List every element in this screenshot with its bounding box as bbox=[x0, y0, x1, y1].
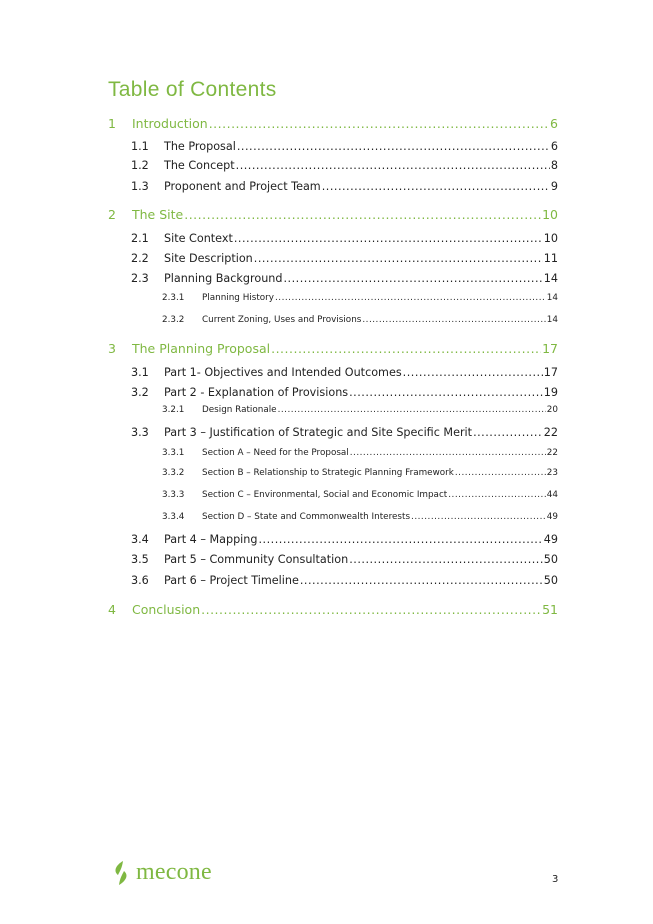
toc-leader-dots bbox=[322, 180, 550, 193]
toc-entry-page: 20 bbox=[546, 405, 558, 415]
toc-leader-dots bbox=[258, 533, 542, 546]
toc-entry-label: Section C – Environmental, Social and Economic Impact bbox=[202, 490, 448, 500]
toc-entry-level3[interactable] bbox=[162, 512, 558, 522]
toc-leader-dots bbox=[455, 468, 546, 478]
toc-leader-dots bbox=[234, 232, 543, 245]
toc-leader-dots bbox=[184, 207, 541, 222]
toc-leader-dots bbox=[349, 553, 543, 566]
toc-entry-label: The Planning Proposal bbox=[132, 341, 271, 356]
toc-entry-page: 14 bbox=[543, 272, 558, 285]
toc-entry-level3[interactable] bbox=[162, 468, 558, 478]
toc-entry-level1[interactable] bbox=[108, 341, 558, 356]
toc-entry-label: Planning History bbox=[202, 293, 274, 303]
toc-entry-page: 50 bbox=[543, 553, 558, 566]
toc-entry-label: Conclusion bbox=[132, 602, 201, 617]
toc-entry-number: 3.3.3 bbox=[162, 490, 185, 500]
toc-entry-number: 3.3.1 bbox=[162, 448, 185, 458]
toc-leader-dots bbox=[254, 252, 543, 265]
toc-leader-dots bbox=[209, 116, 549, 131]
toc-entry-level2[interactable] bbox=[131, 533, 558, 546]
toc-entry-number: 3.3.4 bbox=[162, 512, 185, 522]
logo-wordmark: mecone bbox=[136, 859, 212, 885]
toc-leader-dots bbox=[237, 140, 550, 153]
toc-entry-level2[interactable] bbox=[131, 159, 558, 172]
toc-leader-dots bbox=[278, 405, 546, 415]
toc-entry-number: 2 bbox=[108, 207, 116, 222]
toc-entry-page: 8 bbox=[550, 159, 558, 172]
toc-entry-number: 2.3 bbox=[131, 272, 149, 285]
toc-entry-page: 17 bbox=[543, 366, 558, 379]
toc-leader-dots bbox=[284, 272, 543, 285]
toc-entry-label: Site Description bbox=[164, 252, 253, 265]
toc-entry-level2[interactable] bbox=[131, 366, 558, 379]
toc-entry-level2[interactable] bbox=[131, 426, 558, 439]
toc-entry-level3[interactable] bbox=[162, 490, 558, 500]
toc-entry-page: 10 bbox=[542, 207, 558, 222]
toc-entry-level2[interactable] bbox=[131, 232, 558, 245]
toc-entry-label: Part 4 – Mapping bbox=[164, 533, 258, 546]
toc-entry-level1[interactable] bbox=[108, 602, 558, 617]
toc-entry-number: 1.1 bbox=[131, 140, 149, 153]
toc-entry-label: Section B – Relationship to Strategic Planning Framework bbox=[202, 468, 454, 478]
toc-entry-label: Part 5 – Community Consultation bbox=[164, 553, 349, 566]
toc-entry-level3[interactable] bbox=[162, 315, 558, 325]
toc-entry-page: 49 bbox=[543, 533, 558, 546]
toc-entry-page: 51 bbox=[542, 602, 558, 617]
toc-entry-label: Section A – Need for the Proposal bbox=[202, 448, 349, 458]
toc-leader-dots bbox=[473, 426, 543, 439]
toc-entry-page: 9 bbox=[550, 180, 558, 193]
toc-entry-page: 44 bbox=[546, 490, 558, 500]
toc-leader-dots bbox=[236, 159, 550, 172]
toc-entry-number: 3.1 bbox=[131, 366, 149, 379]
toc-entry-level3[interactable] bbox=[162, 405, 558, 415]
toc-entry-page: 10 bbox=[543, 232, 558, 245]
toc-entry-number: 4 bbox=[108, 602, 116, 617]
toc-leader-dots bbox=[275, 293, 546, 303]
toc-entry-label: Design Rationale bbox=[202, 405, 277, 415]
toc-entry-label: Part 6 – Project Timeline bbox=[164, 574, 299, 587]
toc-entry-level2[interactable] bbox=[131, 180, 558, 193]
toc-entry-page: 49 bbox=[546, 512, 558, 522]
toc-entry-label: The Proposal bbox=[164, 140, 236, 153]
toc-entry-level1[interactable] bbox=[108, 116, 558, 131]
toc-title: Table of Contents bbox=[108, 78, 277, 101]
toc-entry-number: 3.3.2 bbox=[162, 468, 185, 478]
toc-leader-dots bbox=[403, 366, 543, 379]
toc-entry-page: 50 bbox=[543, 574, 558, 587]
page-number: 3 bbox=[552, 874, 559, 885]
toc-leader-dots bbox=[350, 448, 546, 458]
toc-leader-dots bbox=[362, 315, 545, 325]
toc-entry-page: 14 bbox=[546, 293, 558, 303]
toc-entry-level2[interactable] bbox=[131, 252, 558, 265]
toc-entry-level2[interactable] bbox=[131, 140, 558, 153]
toc-leader-dots bbox=[411, 512, 546, 522]
toc-entry-level2[interactable] bbox=[131, 272, 558, 285]
toc-entry-number: 3.6 bbox=[131, 574, 149, 587]
toc-entry-page: 17 bbox=[542, 341, 558, 356]
toc-entry-label: Part 3 – Justification of Strategic and Site Specific Merit bbox=[164, 426, 473, 439]
toc-leader-dots bbox=[271, 341, 541, 356]
toc-entry-page: 6 bbox=[550, 116, 558, 131]
toc-entry-page: 11 bbox=[543, 252, 558, 265]
toc-leader-dots bbox=[300, 574, 543, 587]
toc-entry-page: 6 bbox=[550, 140, 558, 153]
toc-entry-level1[interactable] bbox=[108, 207, 558, 222]
toc-leader-dots bbox=[349, 386, 543, 399]
toc-entry-number: 3 bbox=[108, 341, 116, 356]
toc-entry-label: Site Context bbox=[164, 232, 233, 245]
toc-entry-page: 22 bbox=[546, 448, 558, 458]
toc-leader-dots bbox=[201, 602, 541, 617]
toc-entry-level2[interactable] bbox=[131, 386, 558, 399]
toc-entry-label: The Site bbox=[132, 207, 184, 222]
toc-entry-label: Current Zoning, Uses and Provisions bbox=[202, 315, 362, 325]
mecone-logo bbox=[110, 859, 212, 886]
toc-leader-dots bbox=[448, 490, 546, 500]
toc-entry-label: Part 1- Objectives and Intended Outcomes bbox=[164, 366, 402, 379]
toc-entry-label: Planning Background bbox=[164, 272, 283, 285]
toc-entry-number: 1 bbox=[108, 116, 116, 131]
toc-entry-number: 1.3 bbox=[131, 180, 149, 193]
toc-entry-label: Section D – State and Commonwealth Interests bbox=[202, 512, 411, 522]
toc-entry-number: 3.4 bbox=[131, 533, 149, 546]
toc-entry-number: 2.1 bbox=[131, 232, 149, 245]
toc-entry-number: 3.2.1 bbox=[162, 405, 185, 415]
toc-entry-page: 23 bbox=[546, 468, 558, 478]
toc-entry-number: 3.5 bbox=[131, 553, 149, 566]
toc-entry-label: Part 2 - Explanation of Provisions bbox=[164, 386, 349, 399]
toc-entry-label: The Concept bbox=[164, 159, 235, 172]
toc-entry-label: Introduction bbox=[132, 116, 208, 131]
toc-entry-level2[interactable] bbox=[131, 553, 558, 566]
toc-entry-page: 22 bbox=[543, 426, 558, 439]
toc-entry-number: 1.2 bbox=[131, 159, 149, 172]
toc-entry-level3[interactable] bbox=[162, 448, 558, 458]
toc-entry-page: 14 bbox=[546, 315, 558, 325]
toc-entry-level3[interactable] bbox=[162, 293, 558, 303]
toc-entry-level2[interactable] bbox=[131, 574, 558, 587]
mecone-leaf-icon bbox=[110, 860, 132, 886]
toc-entry-number: 2.3.1 bbox=[162, 293, 185, 303]
toc-entry-number: 3.2 bbox=[131, 386, 149, 399]
toc-entry-page: 19 bbox=[543, 386, 558, 399]
toc-entry-number: 2.3.2 bbox=[162, 315, 185, 325]
toc-entry-number: 3.3 bbox=[131, 426, 149, 439]
toc-entry-number: 2.2 bbox=[131, 252, 149, 265]
toc-entry-label: Proponent and Project Team bbox=[164, 180, 321, 193]
